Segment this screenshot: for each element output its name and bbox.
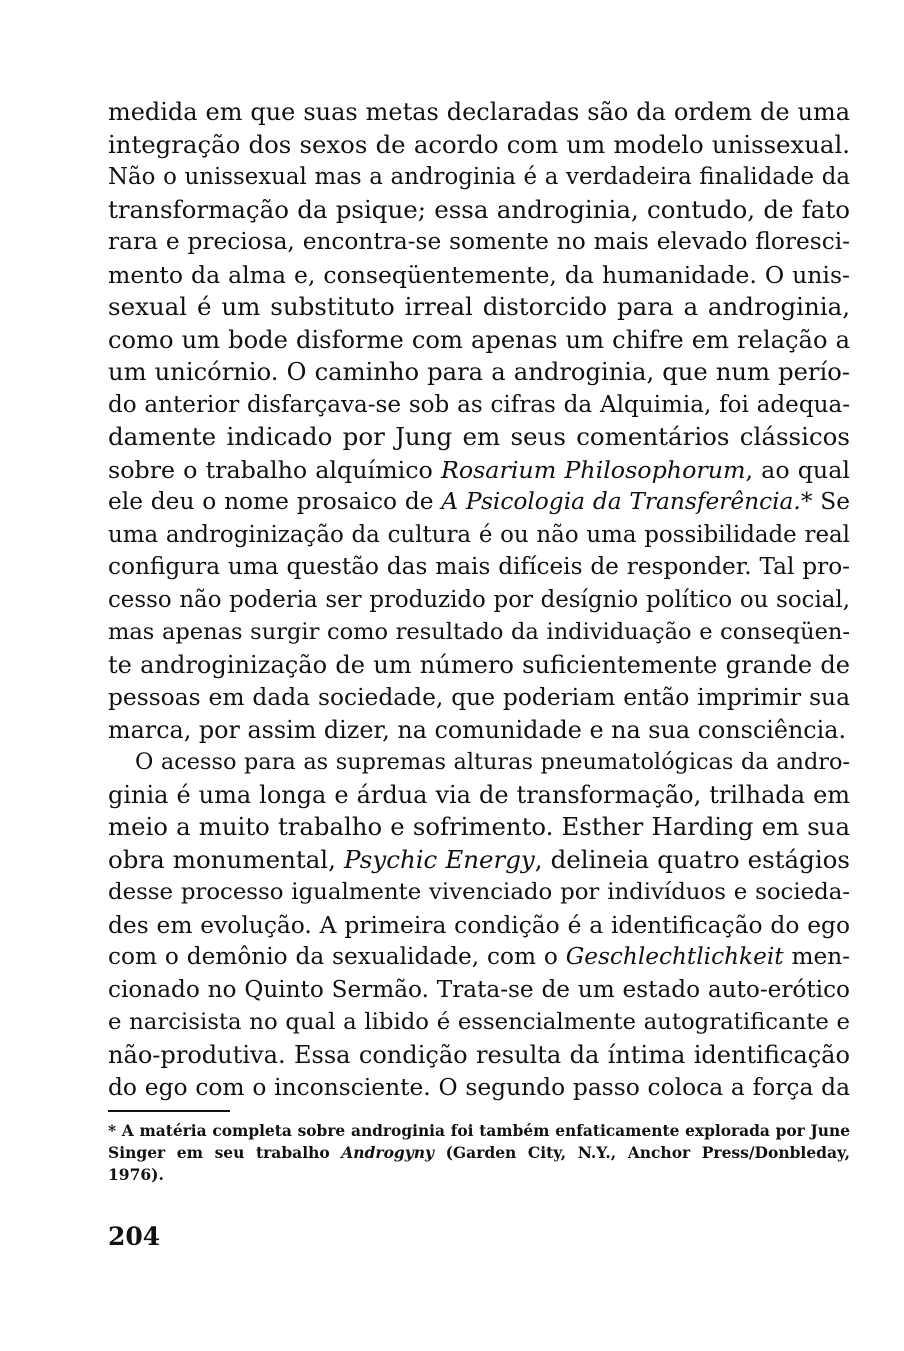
text-segment: men- xyxy=(783,943,850,970)
text-line: configura uma questão das mais difíceis de responder. Tal pro- xyxy=(108,553,850,580)
text-line: cesso não poderia ser produzido por desígnio político ou social, xyxy=(108,586,850,613)
book-title: A Psicologia da Transferência. xyxy=(441,488,801,515)
text-line: sexual é um substituto irreal distorcido para a androginia, xyxy=(108,292,850,321)
body-text xyxy=(108,96,850,1104)
text-line: não-produtiva. Essa condição resulta da íntima identificação xyxy=(108,1040,850,1069)
text-line: desse processo igualmente vivenciado por indivíduos e socieda- xyxy=(108,879,850,905)
text-line: O acesso para as supremas alturas pneumatológicas da andro- xyxy=(135,749,850,775)
footnote-line xyxy=(108,1142,850,1164)
text-line: integração dos sexos de acordo com um modelo unissexual. xyxy=(108,129,850,159)
text-line: mas apenas surgir como resultado da individuação e conseqüen- xyxy=(108,619,850,645)
text-line: uma androginização da cultura é ou não uma possibilidade real xyxy=(108,521,850,548)
foreign-term: Geschlechtlichkeit xyxy=(565,943,784,970)
text-line: damente indicado por Jung em seus comentários clássicos xyxy=(108,422,850,451)
book-title: Androgyny xyxy=(341,1143,435,1162)
text-line: e narcisista no qual a libido é essencialmente autogratificante e xyxy=(108,1009,850,1035)
text-segment: (Garden City, N.Y., Anchor Press/Donbleday, xyxy=(434,1143,850,1162)
text-segment: ele deu o nome prosaico de xyxy=(108,488,442,515)
text-line: marca, por assim dizer, na comunidade e na sua consciência. xyxy=(108,715,847,744)
text-line: cionado no Quinto Sermão. Trata-se de um estado auto-erótico xyxy=(108,976,850,1003)
footnote-line: 1976). xyxy=(108,1165,164,1184)
text-line: Não o unissexual mas a androginia é a verdadeira finalidade da xyxy=(108,164,850,190)
text-segment: , delineia quatro estágios xyxy=(534,844,850,874)
text-line xyxy=(108,941,850,974)
text-line: um unicórnio. O caminho para a androginia, que num perío- xyxy=(108,358,850,386)
book-title: Rosarium Philosophorum xyxy=(440,455,746,484)
text-line: rara e preciosa, encontra-se somente no mais elevado floresci- xyxy=(108,228,850,255)
text-segment: , ao qual xyxy=(745,455,850,484)
text-line xyxy=(108,454,850,487)
text-line: como um bode disforme com apenas um chifre em relação a xyxy=(108,325,850,354)
text-line: te androginização de um número suficientemente grande de xyxy=(108,650,850,679)
text-segment: sobre o trabalho alquímico xyxy=(108,455,441,484)
page-number: 204 xyxy=(108,1222,161,1251)
text-segment: Singer em seu trabalho xyxy=(108,1143,342,1162)
text-line xyxy=(108,844,850,877)
text-line: transformação da psique; essa androginia, contudo, de fato xyxy=(108,194,850,224)
footnote xyxy=(108,1120,850,1186)
text-line: des em evolução. A primeira condição é a identificação do ego xyxy=(108,910,850,939)
text-segment: obra monumental, xyxy=(108,844,344,874)
footnote-line: * A matéria completa sobre androginia foi também enfaticamente explorada por June xyxy=(108,1122,850,1140)
text-line: ginia é uma longa e árdua via de transformação, trilhada em xyxy=(108,780,850,809)
text-line: pessoas em dada sociedade, que poderiam então imprimir sua xyxy=(108,683,850,711)
footnote-marker: * Se xyxy=(800,488,850,515)
footnote-divider xyxy=(108,1110,230,1112)
text-segment: com o demônio da sexualidade, com o xyxy=(108,943,566,970)
paragraph xyxy=(108,746,850,1104)
paragraph xyxy=(108,96,850,746)
text-line: medida em que suas metas declaradas são da ordem de uma xyxy=(108,98,850,126)
text-line: meio a muito trabalho e sofrimento. Esther Harding em sua xyxy=(108,812,850,841)
book-title: Psychic Energy xyxy=(343,844,535,874)
text-line: mento da alma e, conseqüentemente, da humanidade. O unis- xyxy=(108,260,850,289)
text-line xyxy=(108,486,850,519)
text-line: do anterior disfarçava-se sob as cifras da Alquimia, foi adequa- xyxy=(108,391,850,418)
text-line: do ego com o inconsciente. O segundo passo coloca a força da xyxy=(108,1073,850,1101)
